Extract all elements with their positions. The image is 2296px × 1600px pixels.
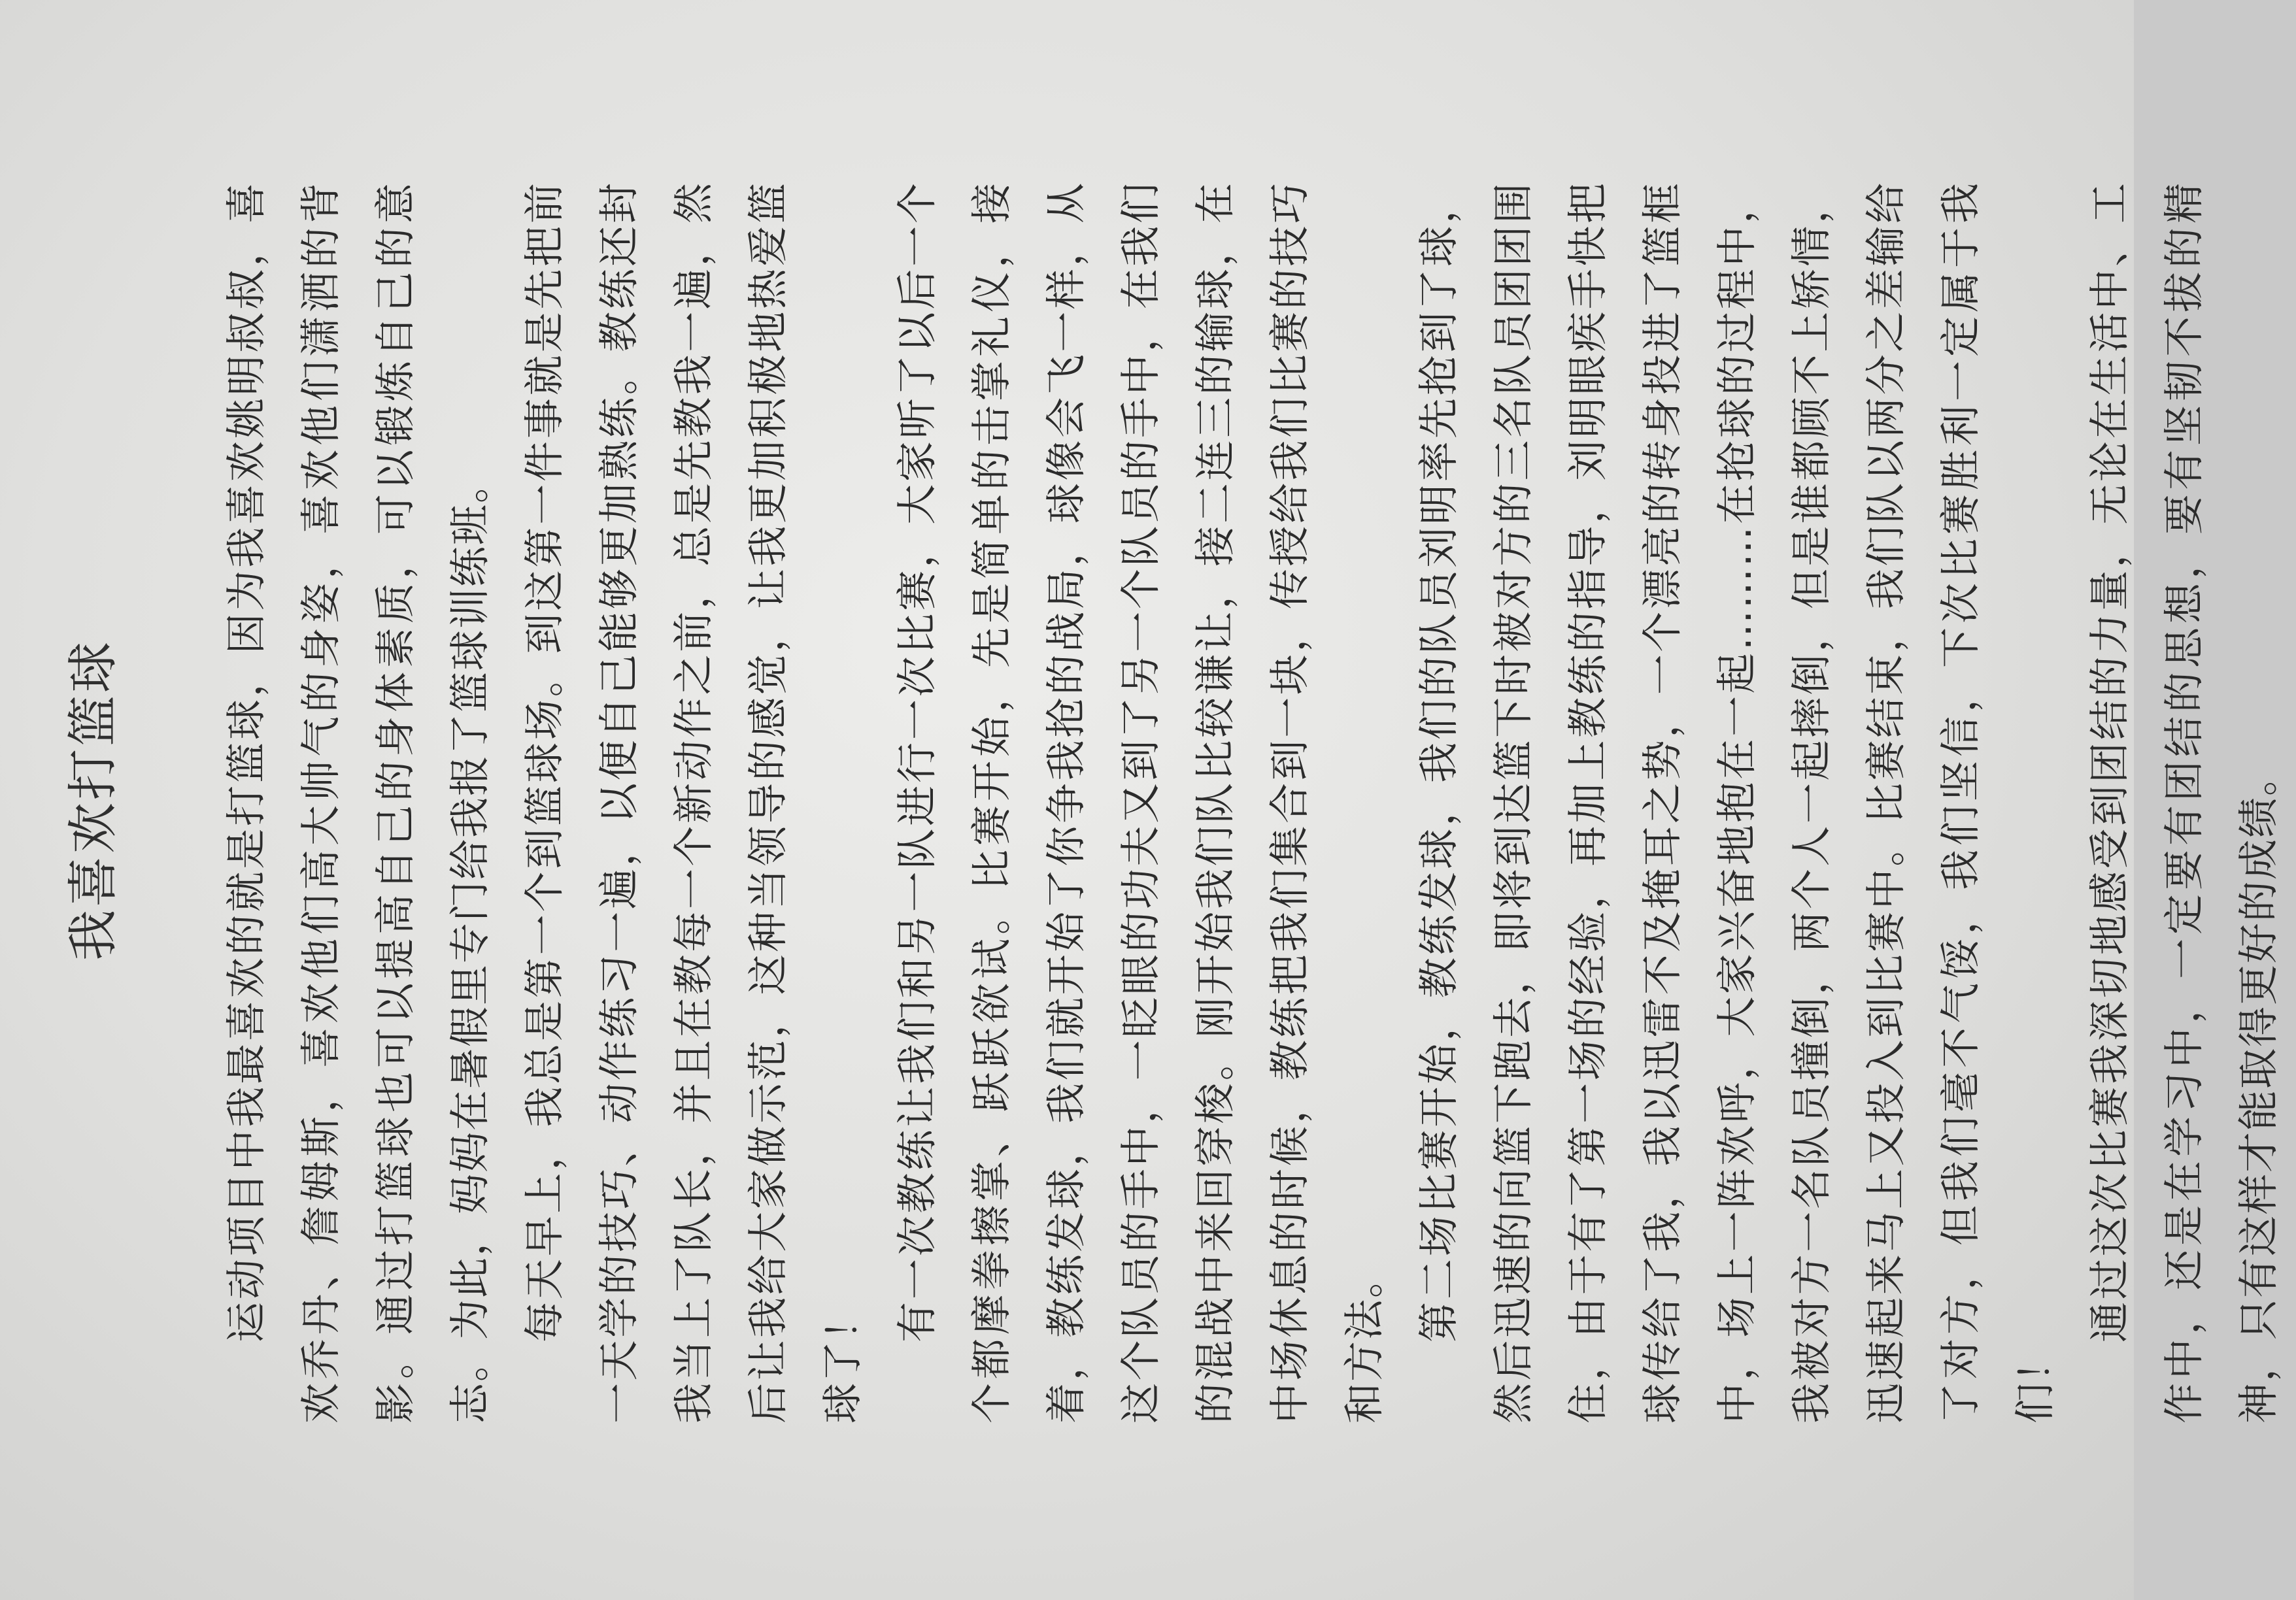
paragraph-1: 运动项目中我最喜欢的就是打篮球，因为我喜欢姚明叔叔，喜欢乔丹、詹姆斯，喜欢他们高大帅气的身姿，喜欢他们潇洒的背影。通过打篮球也可以提高自己的身体素质，可以锻炼自己的意志。为此，妈妈在暑假里专门给我报了篮球训练班。 [222, 182, 494, 1424]
paragraph-3: 有一次教练让我们和另一队进行一次比赛，大家听了以后一个个都摩拳擦掌、跃跃欲试。比赛开始，先是简单的击掌礼仪，接着，教练发球，我们就开始了你争我抢的战局，球像会飞一样，从这个队员的手中，一眨眼的功夫又到了另一个队员的手中，在我们的混战中来回穿梭。刚开始我们队比较谦让，接二连三的输球，在中场休息的时候，教练把我们集合到一块，传授给我们比赛的技巧和方法。 [893, 182, 1388, 1424]
paragraph-2: 每天早上，我总是第一个到篮球场。到这第一件事就是先把前一天学的技巧、动作练习一遍，以便自己能够更加熟练。教练还封我当上了队长，并且在教每一个新动作之前，总是先教我一遍，然后让我给大家做示范，这种当领导的感觉，让我更加积极地热爱篮球了！ [520, 182, 866, 1424]
document-body [209, 182, 2296, 1424]
document-title: 我喜欢打篮球 [64, 639, 123, 961]
paragraph-4: 第二场比赛开始，教练发球，我们的队员刘明率先抢到了球，然后迅速的向篮下跑去，即将到达篮下时被对方的三名队员团团围住，由于有了第一场的经验，再加上教练的指导，刘明眼疾手快把球传给了我，我以迅雷不及掩耳之势，一个漂亮的转身投进了篮框中，场上一阵欢呼，大家兴奋地抱在一起………在抢球的过程中，我被对方一名队员撞倒，两个人一起摔倒，但是谁都顾不上矫情，迅速起来马上又投入到比赛中。比赛结束，我们队以两分之差输给了对方，但我们毫不气馁，我们坚信，下次比赛胜利一定属于我们！ [1415, 182, 2059, 1424]
paragraph-5: 通过这次比赛我深切地感受到团结的力量，无论在生活中、工作中，还是在学习中，一定要有团结的思想，要有坚韧不拔的精神，只有这样才能取得更好的成绩。 [2085, 182, 2282, 1424]
